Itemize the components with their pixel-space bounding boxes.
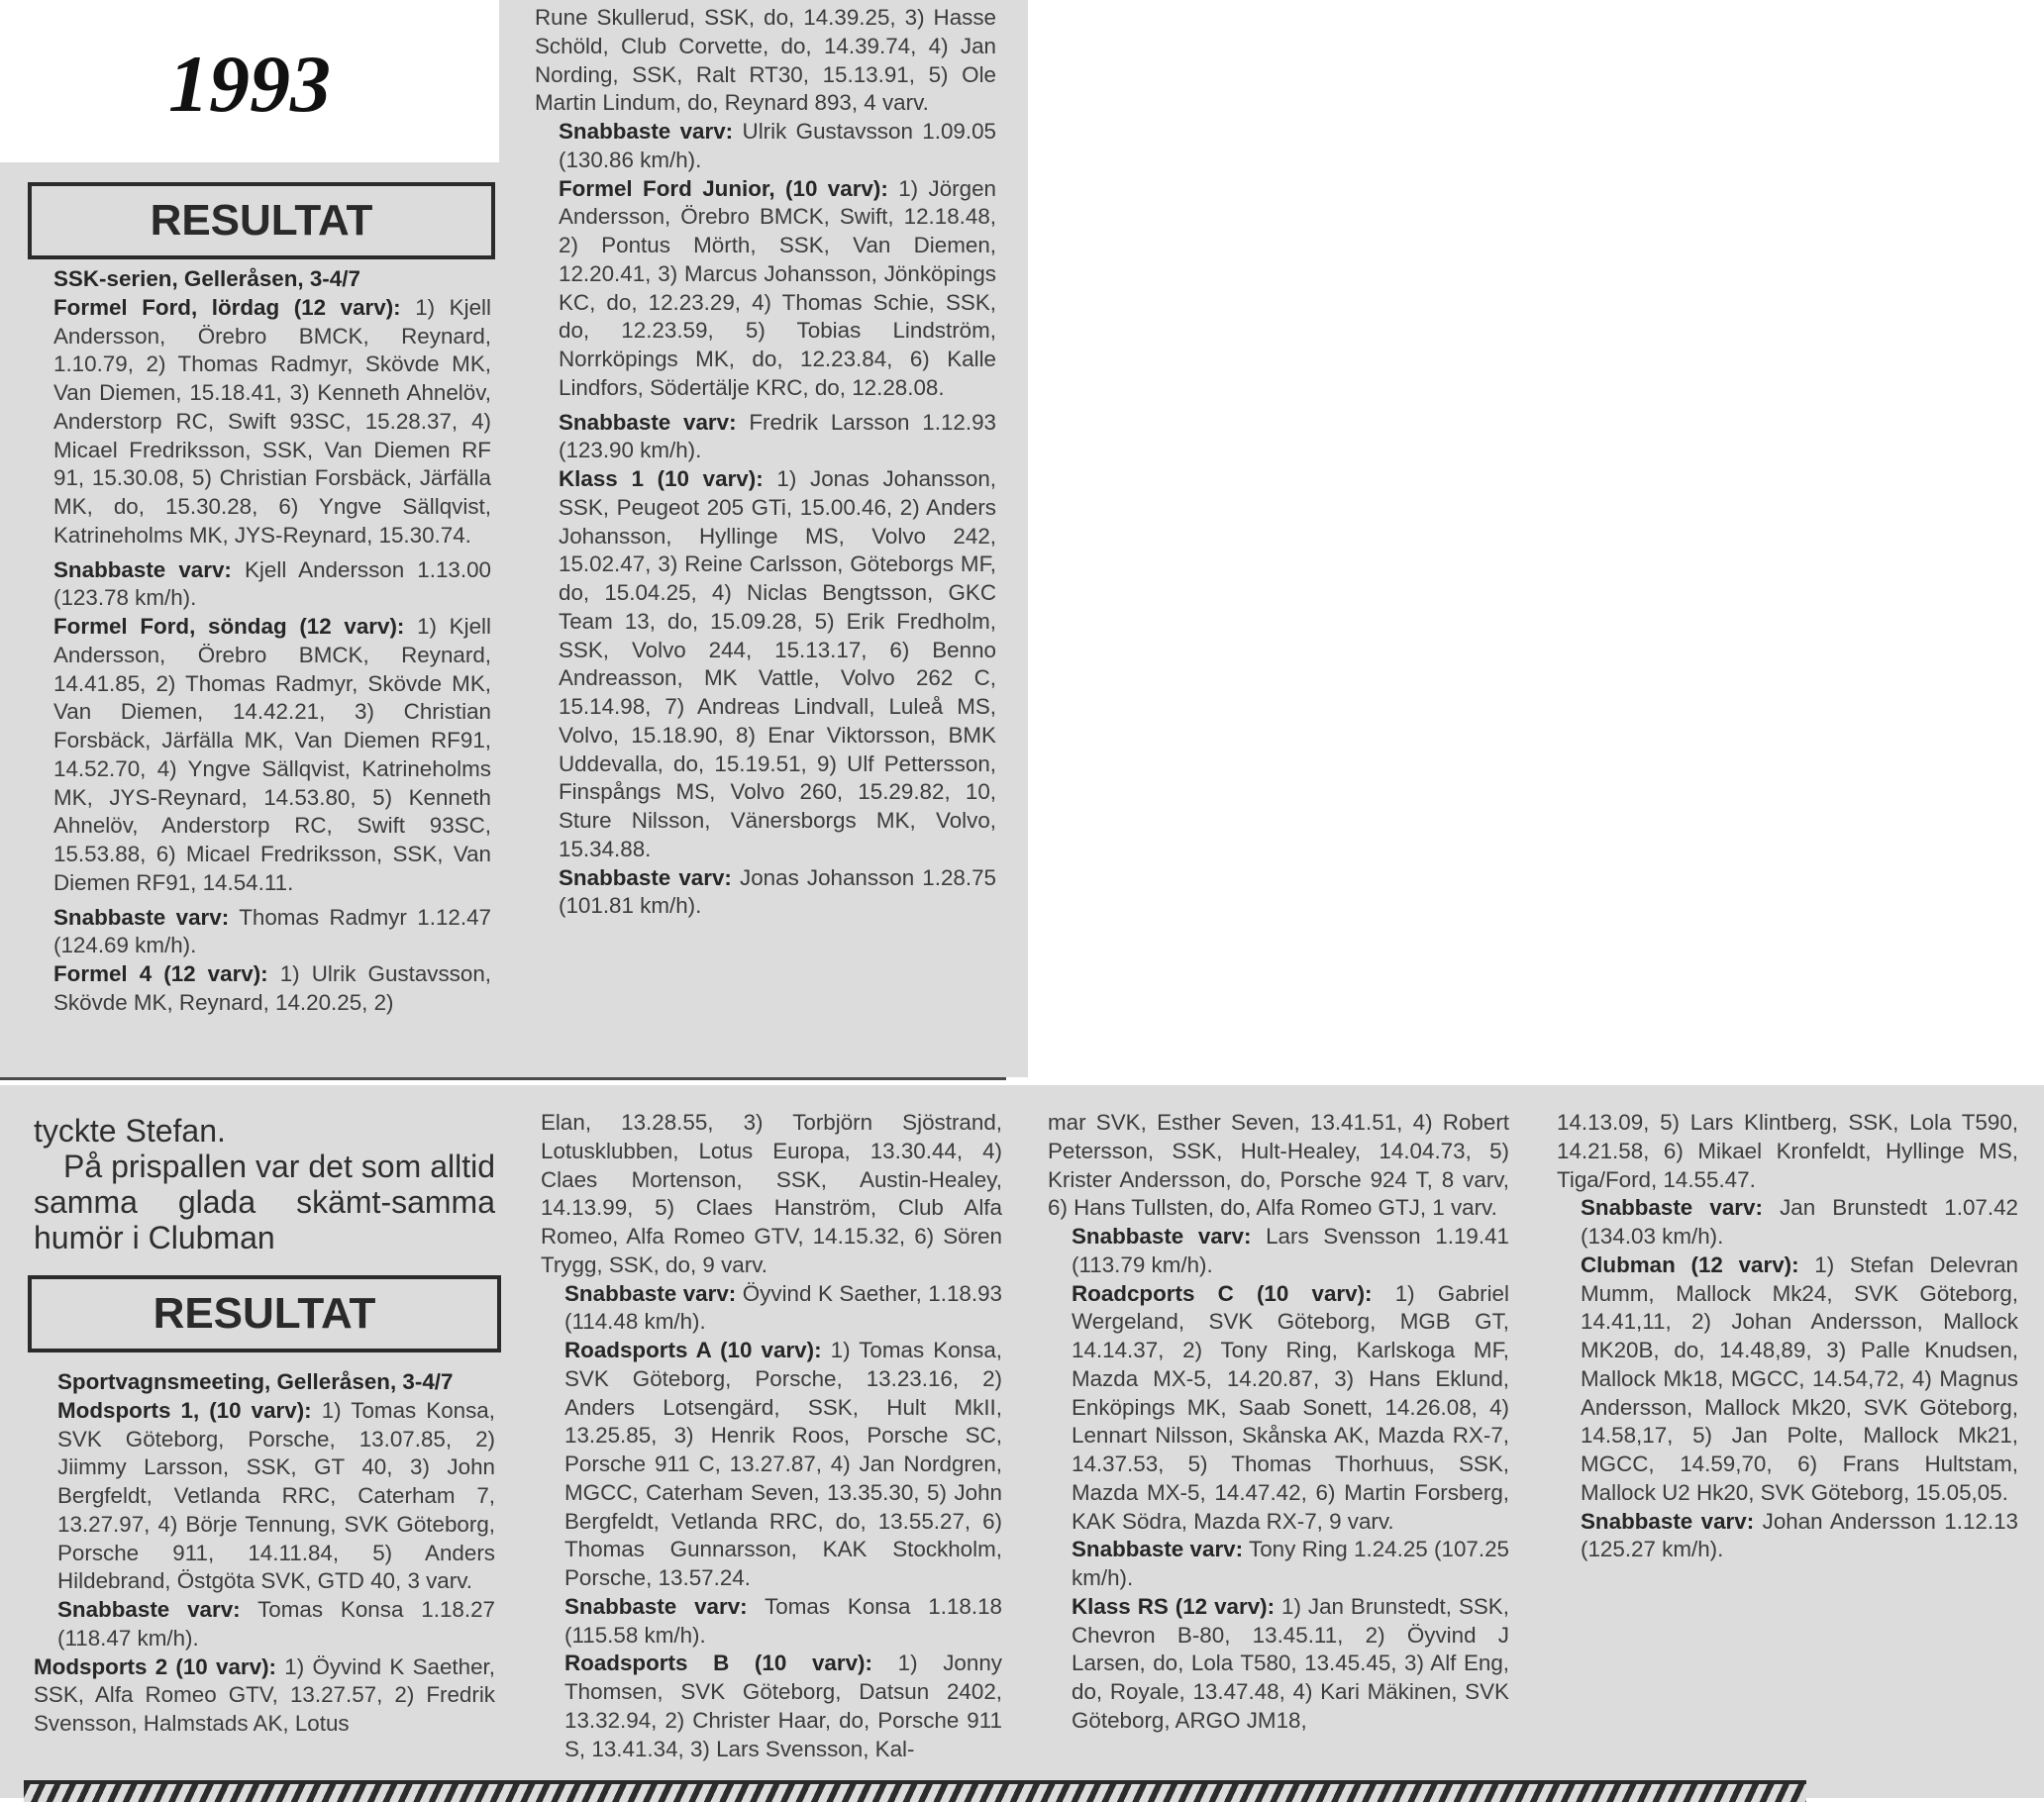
fastest-lap: Snabbaste varv: Öyvind K Saether, 1.18.93 (114.48 km/h). <box>564 1280 1002 1335</box>
bottom-column-4 <box>1557 1109 2018 1564</box>
result-roadsports-b-continued: mar SVK, Esther Seven, 13.41.51, 4) Robert Petersson, SSK, Hult-Healey, 14.04.73, 5) Krister Andersson, do, Porsche 924 T, 8 varv, 6) Hans Tullsten, do, Alfa Romeo GTJ, 1 varv. <box>1048 1110 1509 1221</box>
result-formel-4: Formel 4 (12 varv): 1) Ulrik Gustavsson, Skövde MK, Reynard, 14.20.25, 2) <box>53 961 491 1015</box>
result-roadsports-a: Roadsports A (10 varv): 1) Tomas Konsa, SVK Göteborg, Porsche, 13.23.16, 2) Anders Lotsengärd, SSK, Hult MkII, 13.25.85, 3) Henrik Roos, Porsche SC, Porsche 911 C, 13.27.87, 4) Jan Nordgren, MGCC, Caterham Seven, 13.35.30, 5) John Bergfeldt, Vetlanda RRC, do, 13.55.27, 6) Thomas Gunnarsson, KAK Stockholm, Porsche, 13.57.24. <box>564 1338 1002 1590</box>
fastest-lap: Snabbaste varv: Jonas Johansson 1.28.75 (101.81 km/h). <box>559 864 997 919</box>
intro-paragraph: På prispallen var det som alltid samma glada skämt-samma humör i Clubman <box>34 1149 495 1255</box>
fastest-lap: Snabbaste varv: Tony Ring 1.24.25 (107.25 km/h). <box>1072 1537 1510 1590</box>
fastest-lap: Snabbaste varv: Jan Brunstedt 1.07.42 (134.03 km/h). <box>1581 1195 2018 1249</box>
fastest-lap: Snabbaste varv: Tomas Konsa 1.18.18 (115.58 km/h). <box>564 1593 1002 1648</box>
result-roadsports-c: Roadcports C (10 varv): 1) Gabriel Wergeland, SVK Göteborg, MGB GT, 14.14.37, 2) Tony Ring, Karlskoga MF, Mazda MX-5, 14.20.87, 3) Hans Eklund, Enköpings MK, Saab Sonett, 14.26.08, 4) Lennart Nilsson, Skånska AK, Mazda RX-7, 14.37.53, 5) Thomas Thorhuus, SSK, Mazda MX-5, 14.47.42, 6) Martin Forsberg, KAK Södra, Mazda RX-7, 9 varv. <box>1072 1280 1509 1534</box>
fastest-lap: Snabbaste varv: Thomas Radmyr 1.12.47 (124.69 km/h). <box>53 904 491 958</box>
fastest-lap: Snabbaste varv: Lars Svensson 1.19.41 (113.79 km/h). <box>1072 1224 1509 1277</box>
fastest-lap: Snabbaste varv: Kjell Andersson 1.13.00 (123.78 km/h). <box>53 556 492 611</box>
result-clubman: Clubman (12 varv): 1) Stefan Delevran Mumm, Mallock Mk24, SVK Göteborg, 14.41,11, 2) Johan Andersson, Mallock MK20B, do, 14.48,89, 3) Palle Knudsen, Mallock Mk18, MGCC, 14.54,72, 4) Magnus Andersson, Mallock Mk20, SVK Göteborg, 14.58,17, 5) Jan Polte, Mallock Mk21, MGCC, 14.59,70, 6) Frans Hultstam, Mallock U2 Hk20, SVK Göteborg, 15.05,05. <box>1581 1251 2018 1505</box>
year-label: 1993 <box>0 0 499 162</box>
result-formel-4-continued: Rune Skullerud, SSK, do, 14.39.25, 3) Hasse Schöld, Club Corvette, do, 14.39.74, 4) Jan Nording, SSK, Ralt RT30, 15.13.91, 5) Ole Martin Lindum, do, Reynard 893, 4 varv. <box>535 5 996 116</box>
top-column-1 <box>30 265 491 1018</box>
result-modsports-2-continued: Elan, 13.28.55, 3) Torbjörn Sjöstrand, Lotusklubben, Lotus Europa, 13.30.44, 4) Claes Mortenson, SSK, Austin-Healey, 14.13.99, 5) Claes Hanström, Club Alfa Romeo, Alfa Romeo GTV, 14.15.32, 6) Sören Trygg, SSK, do, 9 varv. <box>541 1110 1002 1277</box>
fastest-lap: Snabbaste varv: Johan Andersson 1.12.13 (125.27 km/h). <box>1581 1508 2018 1562</box>
result-formel-ford-junior: Formel Ford Junior, (10 varv): 1) Jörgen Andersson, Örebro BMCK, Swift, 12.18.48, 2) Pontus Mörth, SSK, Van Diemen, 12.20.41, 3) Marcus Johansson, Jönköpings KC, do, 12.23.29, 4) Thomas Schie, SSK, do, 12.23.59, 5) Tobias Lindström, Norrköpings MK, do, 12.23.84, 6) Kalle Lindfors, Södertälje KRC, do, 12.28.08. <box>559 175 997 400</box>
bottom-column-3 <box>1048 1109 1509 1736</box>
fastest-lap: Snabbaste varv: Tomas Konsa 1.18.27 (118.47 km/h). <box>57 1597 495 1651</box>
result-modsports-2: Modsports 2 (10 varv): 1) Öyvind K Saether, SSK, Alfa Romeo GTV, 13.27.57, 2) Fredrik Svensson, Halmstads AK, Lotus <box>34 1653 495 1736</box>
result-roadsports-b: Roadsports B (10 varv): 1) Jonny Thomsen, SVK Göteborg, Datsun 2402, 13.32.94, 2) Christer Haar, do, Porsche 911 S, 13.41.34, 3) Lars Svensson, Kal- <box>564 1651 1002 1761</box>
top-resultat-heading: RESULTAT <box>28 182 495 259</box>
result-modsports-1: Modsports 1, (10 varv): 1) Tomas Konsa, SVK Göteborg, Porsche, 13.07.85, 2) Jiimmy Larsson, SSK, GT 40, 3) John Bergfeldt, Vetlanda RRC, Caterham 7, 13.27.97, 4) Börje Tennung, SVK Göteborg, Porsche 911, 14.11.84, 5) Anders Hildebrand, Östgöta SVK, GTD 40, 3 varv. <box>57 1397 495 1594</box>
top-column-2 <box>535 4 996 921</box>
result-klass-1: Klass 1 (10 varv): 1) Jonas Johansson, SSK, Peugeot 205 GTi, 15.00.46, 2) Anders Johansson, Hyllinge MS, Volvo 242, 15.02.47, 3) Reine Carlsson, Göteborgs MF, do, 15.04.25, 4) Niclas Bengtsson, GKC Team 13, do, 15.09.28, 5) Erik Fredholm, SSK, Volvo 244, 15.13.17, 6) Benno Andreasson, MK Vattle, Volvo 262 C, 15.14.98, 7) Andreas Lindvall, Luleå MS, Volvo, 15.18.90, 8) Enar Viktorsson, BMK Uddevalla, do, 15.19.51, 9) Ulf Pettersson, Finspångs MS, Volvo 260, 15.29.82, 10, Sture Nilsson, Vänersborgs MK, Volvo, 15.34.88. <box>559 466 996 861</box>
bottom-column-2 <box>541 1109 1002 1763</box>
bottom-column-1 <box>34 1368 495 1739</box>
intro-line: tyckte Stefan. <box>34 1113 226 1149</box>
event-title: SSK-serien, Gelleråsen, 3-4/7 <box>53 266 360 291</box>
article-intro <box>34 1113 495 1255</box>
bottom-resultat-heading: RESULTAT <box>28 1275 501 1352</box>
result-klass-rs-continued: 14.13.09, 5) Lars Klintberg, SSK, Lola T590, 14.21.58, 6) Mikael Kronfeldt, Hyllinge MS, Tiga/Ford, 14.55.47. <box>1557 1110 2018 1192</box>
result-klass-rs: Klass RS (12 varv): 1) Jan Brunstedt, SSK, Chevron B-80, 13.45.11, 2) Öyvind J Larsen, do, Lola T580, 13.45.45, 3) Alf Eng, do, Royale, 13.47.48, 4) Kari Mäkinen, SVK Göteborg, ARGO JM18, <box>1072 1593 1509 1733</box>
result-formel-ford-lordag: Formel Ford, lördag (12 varv): 1) Kjell Andersson, Örebro BMCK, Reynard, 1.10.79, 2) Thomas Radmyr, Skövde MK, Van Diemen, 15.18.41, 3) Kenneth Ahnelöv, Anderstorp RC, Swift 93SC, 15.28.37, 4) Micael Fredriksson, SSK, Van Diemen RF 91, 15.30.08, 5) Christian Forsbäck, Järfälla MK, do, 15.30.28, 6) Yngve Sällqvist, Katrineholms MK, JYS-Reynard, 15.30.74. <box>53 294 491 548</box>
decorative-border-strip <box>24 1780 1806 1802</box>
fastest-lap: Snabbaste varv: Ulrik Gustavsson 1.09.05 (130.86 km/h). <box>559 119 996 172</box>
result-formel-ford-sondag: Formel Ford, söndag (12 varv): 1) Kjell Andersson, Örebro BMCK, Reynard, 14.41.85, 2) Thomas Radmyr, Skövde MK, Van Diemen, 14.42.21, 3) Christian Forsbäck, Järfälla MK, Van Diemen RF91, 14.52.70, 4) Yngve Sällqvist, Katrineholms MK, JYS-Reynard, 14.53.80, 5) Kenneth Ahnelöv, Anderstorp RC, Swift 93SC, 15.53.88, 6) Micael Fredriksson, SSK, Van Diemen RF91, 14.54.11. <box>53 614 491 895</box>
fastest-lap: Snabbaste varv: Fredrik Larsson 1.12.93 (123.90 km/h). <box>559 409 996 463</box>
event-title: Sportvagnsmeeting, Gelleråsen, 3-4/7 <box>57 1369 454 1394</box>
separator-line <box>0 1077 1006 1080</box>
